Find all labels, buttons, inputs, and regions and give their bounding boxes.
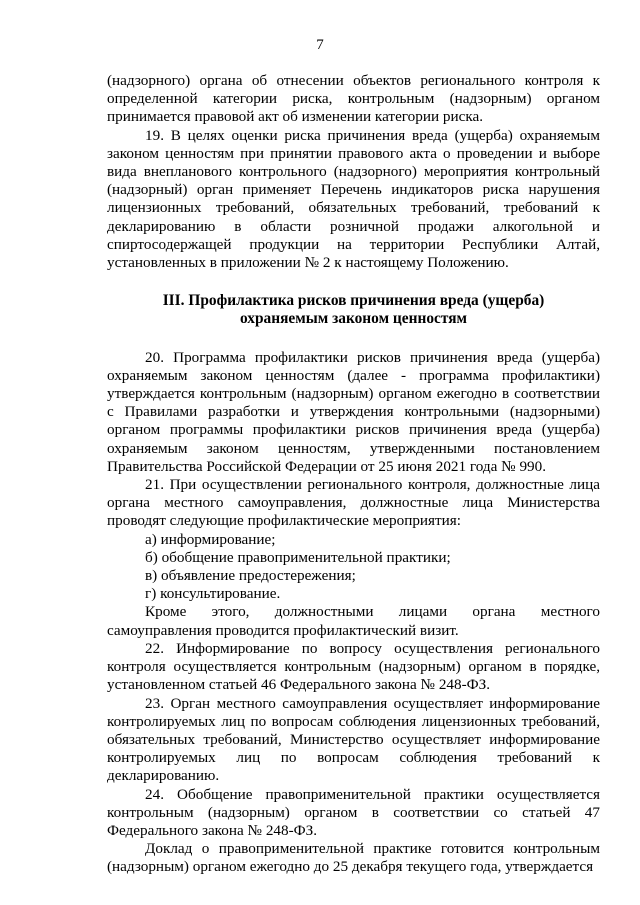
- paragraph-21: 21. При осуществлении регионального контроля, должностные лица органа местного самоуправления, должностные лица Министерства проводят следующие профилактические мероприятия:: [107, 476, 600, 530]
- list-item-a: а) информирование;: [145, 530, 276, 548]
- list-item-d: г) консультирование.: [145, 585, 281, 603]
- paragraph-23: 23. Орган местного самоуправления осуществляет информирование контролируемых лиц по вопросам соблюдения лицензионных требований, обязательных требований, Министерство осуществляет информирование контролируемых лиц по вопросам соблюдения требований к декларированию.: [107, 694, 600, 785]
- paragraph-24-report: Доклад о правоприменительной практике готовится контрольным (надзорным) органом ежегодно до 25 декабря текущего года, утверждается: [107, 840, 600, 876]
- section-heading: [107, 292, 600, 328]
- paragraph-21-note: Кроме этого, должностными лицами органа местного самоуправления проводится профилактический визит.: [107, 603, 600, 639]
- document-body: [107, 72, 600, 877]
- list-item-b: б) обобщение правоприменительной практики;: [145, 548, 451, 566]
- paragraph-20: 20. Программа профилактики рисков причинения вреда (ущерба) охраняемым законом ценностям (далее - программа профилактики) утверждается контрольным (надзорным) органом ежегодно в соответствии с Правилами разработки и утверждения контрольными (надзорными) органом программы профилактики рисков причинения вреда (ущерба) охраняемым законом ценностям, утвержденными постановлением Правительства Российской Федерации от 25 июня 2021 года № 990.: [107, 348, 600, 475]
- section-heading-line-1: III. Профилактика рисков причинения вреда (ущерба): [162, 292, 545, 310]
- paragraph-24: 24. Обобщение правоприменительной практики осуществляется контрольным (надзорным) органом в соответствии со статьей 47 Федерального закона № 248-ФЗ.: [107, 785, 600, 839]
- paragraph-continuation: (надзорного) органа об отнесении объектов регионального контроля к определенной категории риска, контрольным (надзорным) органом принимается правовой акт об изменении категории риска.: [107, 72, 600, 126]
- paragraph-22: 22. Информирование по вопросу осуществления регионального контроля осуществляется контрольным (надзорным) органом в порядке, установленном статьей 46 Федерального закона № 248-ФЗ.: [107, 639, 600, 694]
- paragraph-19: 19. В целях оценки риска причинения вреда (ущерба) охраняемым законом ценностям при принятии правового акта о проведении и выборе вида внепланового контрольного (надзорного) мероприятия контрольный (надзорный) орган применяет Перечень индикаторов риска нарушения лицензионных требований, обязательных требований, требований к декларированию в области розничной продажи алкогольной и спиртосодержащей продукции на территории Республики Алтай, установленных в приложении № 2 к настоящему Положению.: [107, 126, 600, 272]
- page-number: 7: [316, 37, 324, 53]
- list-item-c: в) объявление предостережения;: [145, 567, 356, 585]
- section-heading-line-2: охраняемым законом ценностям: [239, 310, 468, 328]
